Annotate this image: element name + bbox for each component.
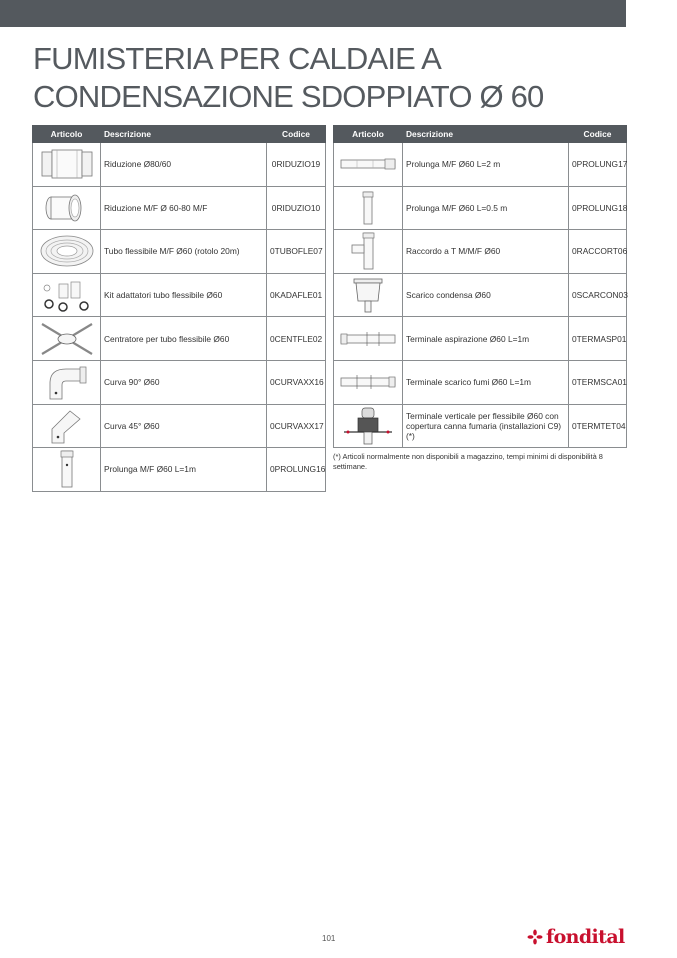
description-cell: Centratore per tubo flessibile Ø60 xyxy=(101,317,267,361)
article-image-cell xyxy=(33,448,101,492)
table-row xyxy=(33,404,326,448)
table-row xyxy=(33,186,326,230)
code-cell: 0SCARCON03 xyxy=(569,273,627,317)
code-cell: 0RIDUZIO19 xyxy=(267,143,326,187)
article-image-cell xyxy=(334,230,403,274)
table-row xyxy=(334,317,627,361)
vertical-pipe-icon xyxy=(47,449,87,489)
elbow-45-icon xyxy=(42,407,92,445)
brand-logo xyxy=(527,926,625,948)
adapter-kit-icon xyxy=(39,276,95,314)
centering-spider-icon xyxy=(36,320,98,358)
table-row xyxy=(334,230,627,274)
code-cell: 0RIDUZIO10 xyxy=(267,186,326,230)
table-header-row xyxy=(334,126,627,143)
code-cell: 0KADAFLE01 xyxy=(267,273,326,317)
reducer-icon xyxy=(39,146,95,182)
code-cell: 0PROLUNG16 xyxy=(267,448,326,492)
code-cell: 0PROLUNG17 xyxy=(569,143,627,187)
description-cell: Curva 45° Ø60 xyxy=(101,404,267,448)
flower-icon xyxy=(527,929,543,945)
article-image-cell xyxy=(33,186,101,230)
code-cell: 0CURVAXX17 xyxy=(267,404,326,448)
table-row xyxy=(334,186,627,230)
description-cell: Raccordo a T M/M/F Ø60 xyxy=(403,230,569,274)
brand-name: fondital xyxy=(546,926,625,948)
code-cell: 0RACCORT06 xyxy=(569,230,627,274)
article-image-cell xyxy=(33,404,101,448)
header-codice: Codice xyxy=(267,126,326,143)
exhaust-terminal-icon xyxy=(337,372,399,392)
top-bar xyxy=(0,0,626,27)
page-number: 101 xyxy=(322,934,336,943)
article-image-cell xyxy=(33,317,101,361)
flexible-hose-roll-icon xyxy=(37,232,97,270)
page-title-line-1: FUMISTERIA PER CALDAIE A xyxy=(33,41,442,76)
code-cell: 0CENTFLE02 xyxy=(267,317,326,361)
header-articolo: Articolo xyxy=(334,126,403,143)
header-codice: Codice xyxy=(569,126,627,143)
table-row xyxy=(33,317,326,361)
tee-fitting-icon xyxy=(348,231,388,271)
elbow-90-icon xyxy=(42,363,92,401)
catalog-table-left xyxy=(32,125,326,492)
code-cell: 0TUBOFLE07 xyxy=(267,230,326,274)
article-image-cell xyxy=(33,360,101,404)
horizontal-pipe-icon xyxy=(337,154,399,174)
description-cell: Kit adattatori tubo flessibile Ø60 xyxy=(101,273,267,317)
header-articolo: Articolo xyxy=(33,126,101,143)
article-image-cell xyxy=(334,360,403,404)
description-cell: Prolunga M/F Ø60 L=2 m xyxy=(403,143,569,187)
code-cell: 0CURVAXX16 xyxy=(267,360,326,404)
article-image-cell xyxy=(334,273,403,317)
article-image-cell xyxy=(33,273,101,317)
table-row xyxy=(33,143,326,187)
description-cell: Curva 90° Ø60 xyxy=(101,360,267,404)
page-title-line-2: CONDENSAZIONE SDOPPIATO Ø 60 xyxy=(33,79,544,114)
vertical-terminal-icon xyxy=(340,406,396,446)
description-cell: Prolunga M/F Ø60 L=1m xyxy=(101,448,267,492)
table-row xyxy=(33,360,326,404)
table-row xyxy=(334,360,627,404)
table-row xyxy=(33,448,326,492)
article-image-cell xyxy=(334,404,403,448)
table-row xyxy=(334,404,627,448)
article-image-cell xyxy=(334,186,403,230)
table-header-row xyxy=(33,126,326,143)
description-cell: Prolunga M/F Ø60 L=0.5 m xyxy=(403,186,569,230)
article-image-cell xyxy=(334,317,403,361)
code-cell: 0TERMASP01 xyxy=(569,317,627,361)
description-cell: Terminale aspirazione Ø60 L=1m xyxy=(403,317,569,361)
header-descrizione: Descrizione xyxy=(403,126,569,143)
short-pipe-icon xyxy=(348,188,388,228)
table-row xyxy=(334,143,627,187)
article-image-cell xyxy=(334,143,403,187)
code-cell: 0TERMSCA01 xyxy=(569,360,627,404)
table-row xyxy=(33,273,326,317)
footnote: (*) Articoli normalmente non disponibili a magazzino, tempi minimi di disponibilità 8 settimane. xyxy=(333,452,603,471)
catalog-table-right xyxy=(333,125,627,448)
description-cell: Scarico condensa Ø60 xyxy=(403,273,569,317)
description-cell: Tubo flessibile M/F Ø60 (rotolo 20m) xyxy=(101,230,267,274)
description-cell: Riduzione Ø80/60 xyxy=(101,143,267,187)
table-row xyxy=(33,230,326,274)
reducer-coupling-icon xyxy=(39,190,95,226)
article-image-cell xyxy=(33,143,101,187)
condensate-drain-icon xyxy=(346,275,390,315)
article-image-cell xyxy=(33,230,101,274)
code-cell: 0TERMTET04 xyxy=(569,404,627,448)
code-cell: 0PROLUNG18 xyxy=(569,186,627,230)
header-descrizione: Descrizione xyxy=(101,126,267,143)
description-cell: Terminale scarico fumi Ø60 L=1m xyxy=(403,360,569,404)
description-cell: Terminale verticale per flessibile Ø60 con copertura canna fumaria (installazioni C9) (*) xyxy=(403,404,569,448)
description-cell: Riduzione M/F Ø 60-80 M/F xyxy=(101,186,267,230)
page-title xyxy=(33,40,593,116)
table-row xyxy=(334,273,627,317)
intake-terminal-icon xyxy=(337,329,399,349)
